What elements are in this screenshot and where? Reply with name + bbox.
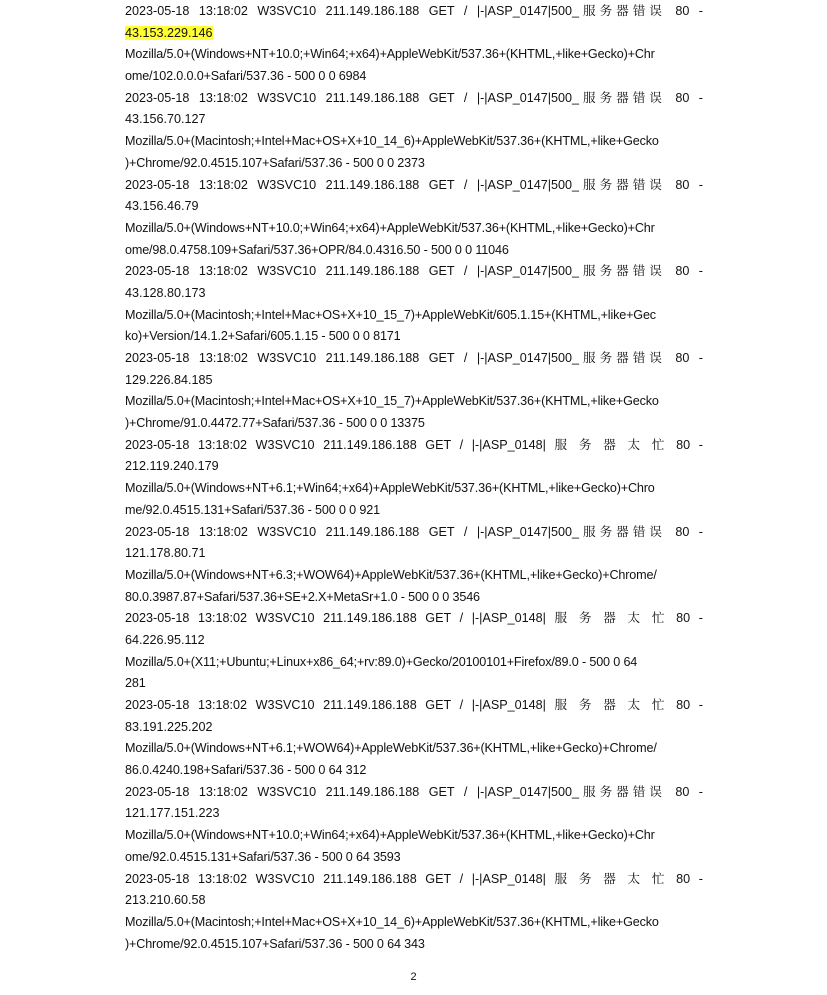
log-header-line: 2023-05-18 13:18:02 W3SVC10 211.149.186.188 GET / |-|ASP_0147|500_服务器错误 80 - xyxy=(125,90,703,105)
log-entry xyxy=(125,261,703,348)
user-agent-line: Mozilla/5.0+(Windows+NT+10.0;+Win64;+x64)+AppleWebKit/537.36+(KHTML,+like+Gecko)+Chr xyxy=(125,828,655,843)
user-agent-line-continued: )+Chrome/92.0.4515.107+Safari/537.36 - 500 0 64 343 xyxy=(125,936,425,951)
page-number: 2 xyxy=(410,971,417,983)
user-agent-line: Mozilla/5.0+(Windows+NT+10.0;+Win64;+x64)+AppleWebKit/537.36+(KHTML,+like+Gecko)+Chr xyxy=(125,47,655,62)
user-agent-line: Mozilla/5.0+(Windows+NT+6.1;+Win64;+x64)+AppleWebKit/537.36+(KHTML,+like+Gecko)+Chro xyxy=(125,481,655,496)
user-agent-line: Mozilla/5.0+(Macintosh;+Intel+Mac+OS+X+10_14_6)+AppleWebKit/537.36+(KHTML,+like+Gecko xyxy=(125,914,659,929)
user-agent-line-continued: 281 xyxy=(125,676,146,691)
client-ip-line: 43.156.70.127 xyxy=(125,112,206,127)
highlighted-client-ip: 43.153.229.146 xyxy=(125,25,213,40)
log-entry xyxy=(125,1,703,88)
log-header-line: 2023-05-18 13:18:02 W3SVC10 211.149.186.188 GET / |-|ASP_0147|500_服务器错误 80 - xyxy=(125,524,703,539)
client-ip-line: 121.177.151.223 xyxy=(125,806,220,821)
log-entry xyxy=(125,175,703,262)
user-agent-line-continued: )+Chrome/91.0.4472.77+Safari/537.36 - 500 0 0 13375 xyxy=(125,416,425,431)
log-entry xyxy=(125,348,703,435)
client-ip-line: 43.128.80.173 xyxy=(125,285,206,300)
client-ip-line: 43.156.46.79 xyxy=(125,199,199,214)
client-ip-line: 129.226.84.185 xyxy=(125,372,213,387)
client-ip-line: 83.191.225.202 xyxy=(125,719,213,734)
log-entry xyxy=(125,435,703,522)
log-header-line: 2023-05-18 13:18:02 W3SVC10 211.149.186.188 GET / |-|ASP_0148| 服 务 器 太 忙 80 - xyxy=(125,437,703,452)
user-agent-line-continued: )+Chrome/92.0.4515.107+Safari/537.36 - 500 0 0 2373 xyxy=(125,155,425,170)
client-ip-line: 64.226.95.112 xyxy=(125,632,205,647)
log-header-line: 2023-05-18 13:18:02 W3SVC10 211.149.186.188 GET / |-|ASP_0147|500_服务器错误 80 - xyxy=(125,4,703,18)
log-header-line: 2023-05-18 13:18:02 W3SVC10 211.149.186.188 GET / |-|ASP_0148| 服 务 器 太 忙 80 - xyxy=(125,698,703,712)
log-header-line: 2023-05-18 13:18:02 W3SVC10 211.149.186.188 GET / |-|ASP_0147|500_服务器错误 80 - xyxy=(125,351,703,365)
log-header-line: 2023-05-18 13:18:02 W3SVC10 211.149.186.188 GET / |-|ASP_0148| 服 务 器 太 忙 80 - xyxy=(125,611,703,626)
user-agent-line-continued: ko)+Version/14.1.2+Safari/605.1.15 - 500 0 0 8171 xyxy=(125,329,401,344)
user-agent-line: Mozilla/5.0+(Windows+NT+6.1;+WOW64)+AppleWebKit/537.36+(KHTML,+like+Gecko)+Chrome/ xyxy=(125,741,657,756)
log-entry xyxy=(125,522,703,609)
user-agent-line-continued: ome/98.0.4758.109+Safari/537.36+OPR/84.0.4316.50 - 500 0 0 11046 xyxy=(125,242,509,257)
user-agent-line-continued: ome/92.0.4515.131+Safari/537.36 - 500 0 64 3593 xyxy=(125,849,401,864)
user-agent-line: Mozilla/5.0+(Macintosh;+Intel+Mac+OS+X+10_14_6)+AppleWebKit/537.36+(KHTML,+like+Gecko xyxy=(125,134,659,149)
log-entry xyxy=(125,695,703,782)
user-agent-line-continued: me/92.0.4515.131+Safari/537.36 - 500 0 0 921 xyxy=(125,502,380,517)
log-entry xyxy=(125,869,703,956)
log-entry xyxy=(125,88,703,175)
user-agent-line-continued: ome/102.0.0.0+Safari/537.36 - 500 0 0 6984 xyxy=(125,69,367,84)
log-header-line: 2023-05-18 13:18:02 W3SVC10 211.149.186.188 GET / |-|ASP_0147|500_服务器错误 80 - xyxy=(125,177,703,192)
user-agent-line: Mozilla/5.0+(Macintosh;+Intel+Mac+OS+X+10_15_7)+AppleWebKit/537.36+(KHTML,+like+Gecko xyxy=(125,394,659,409)
log-entry xyxy=(125,782,703,869)
log-header-line: 2023-05-18 13:18:02 W3SVC10 211.149.186.188 GET / |-|ASP_0148| 服 务 器 太 忙 80 - xyxy=(125,871,703,886)
user-agent-line: Mozilla/5.0+(Macintosh;+Intel+Mac+OS+X+10_15_7)+AppleWebKit/605.1.15+(KHTML,+like+Gec xyxy=(125,307,656,322)
user-agent-line-continued: 86.0.4240.198+Safari/537.36 - 500 0 64 312 xyxy=(125,763,367,778)
client-ip-line: 121.178.80.71 xyxy=(125,546,206,561)
user-agent-line: Mozilla/5.0+(Windows+NT+10.0;+Win64;+x64)+AppleWebKit/537.36+(KHTML,+like+Gecko)+Chr xyxy=(125,220,655,235)
log-header-line: 2023-05-18 13:18:02 W3SVC10 211.149.186.188 GET / |-|ASP_0147|500_服务器错误 80 - xyxy=(125,264,703,279)
user-agent-line-continued: 80.0.3987.87+Safari/537.36+SE+2.X+MetaSr+1.0 - 500 0 0 3546 xyxy=(125,589,480,604)
log-header-line: 2023-05-18 13:18:02 W3SVC10 211.149.186.188 GET / |-|ASP_0147|500_服务器错误 80 - xyxy=(125,784,703,799)
client-ip-line xyxy=(125,23,703,45)
client-ip-line: 213.210.60.58 xyxy=(125,893,206,908)
log-body xyxy=(125,1,703,955)
client-ip-line: 212.119.240.179 xyxy=(125,459,219,474)
log-entry xyxy=(125,608,703,695)
user-agent-line: Mozilla/5.0+(Windows+NT+6.3;+WOW64)+AppleWebKit/537.36+(KHTML,+like+Gecko)+Chrome/ xyxy=(125,567,657,582)
user-agent-line: Mozilla/5.0+(X11;+Ubuntu;+Linux+x86_64;+rv:89.0)+Gecko/20100101+Firefox/89.0 - 500 0 64 xyxy=(125,654,638,669)
